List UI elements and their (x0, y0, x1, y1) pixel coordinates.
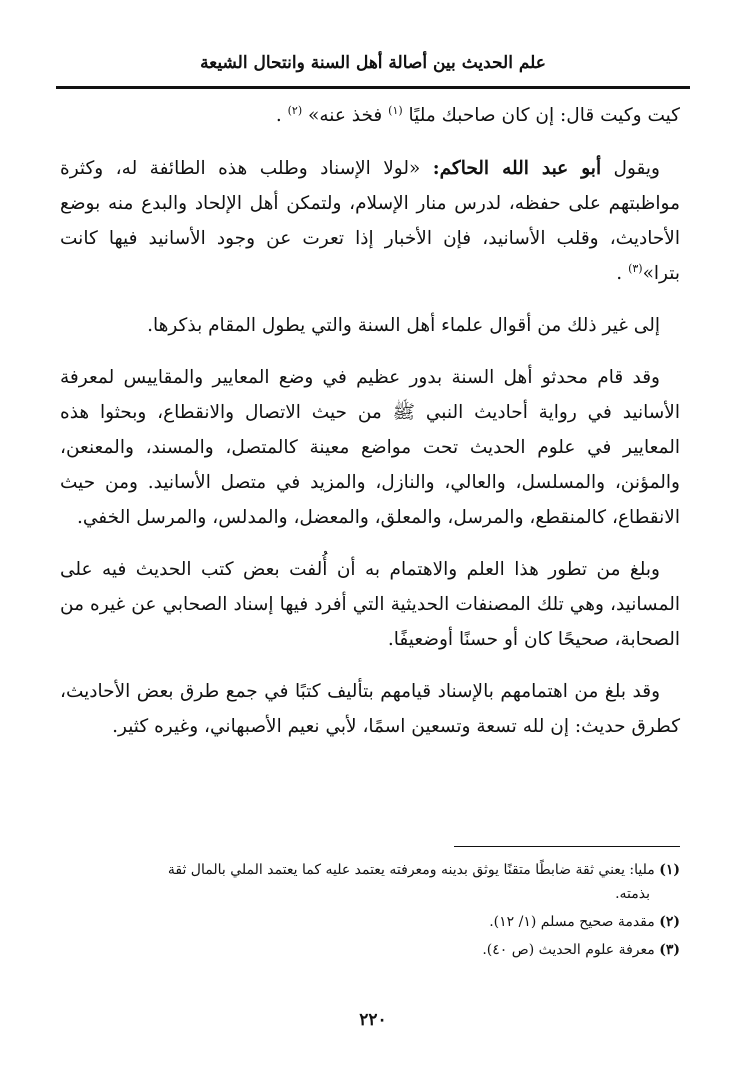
paragraph-5 (60, 552, 680, 657)
footnote-number: (٢) (659, 914, 680, 930)
footnote-text: مقدمة صحيح مسلم (١/ ١٢). (489, 914, 655, 930)
page-number: ٢٢٠ (359, 1010, 387, 1030)
paragraph-6-text: وقد بلغ من اهتمامهم بالإسناد قيامهم بتأليف كتبًا في جمع طرق بعض الأحاديث، كطرق حديث: إن لله تسعة وتسعين اسمًا، لأبي نعيم الأصبهاني، وغيره كثير. (60, 681, 680, 737)
paragraph-3-text: إلى غير ذلك من أقوال علماء أهل السنة والتي يطول المقام بذكرها. (147, 315, 660, 336)
footnote-separator (454, 846, 680, 847)
footnote-text: مليا: يعني ثقة ضابطًا متقنًا يوثق بدينه ومعرفته يعتمد عليه كما يعتمد الملي بالمال ثقة (167, 862, 655, 878)
paragraph-4-text: وقد قام محدثو أهل السنة بدور عظيم في وضع المعايير والمقاييس لمعرفة الأسانيد في رواية أحاديث النبي ﷺ من حيث الاتصال والانقطاع، وبحثوا هذه المعايير في علوم الحديث تحت مواضع معينة كالمتصل، والمسند، والمعنعن، والمؤنن، والمسلسل، والعالي، والنازل، والمزيد في متصل الأسانيد. ومن حيث الانقطاع، كالمنقطع، والمرسل، والمعلق، والمعضل، والمدلس، والمرسل الخفي. (60, 367, 680, 528)
paragraph-6 (60, 674, 680, 744)
running-header: علم الحديث بين أصالة أهل السنة وانتحال الشيعة (200, 53, 546, 73)
footnote-text: معرفة علوم الحديث (ص ٤٠). (482, 942, 655, 958)
footnote-ref-2[interactable]: (٢) (287, 103, 303, 117)
paragraph-5-text: وبلغ من تطور هذا العلم والاهتمام به أن أُلفت بعض كتب الحديث فيه على المسانيد، وهي تلك المصنفات الحديثية التي أفرد فيها إسناد الصحابي عن غيره من الصحابة، صحيحًا كان أو حسنًا أوضعيفًا. (60, 559, 680, 650)
paragraph-2-text: «لولا الإسناد وطلب هذه الطائفة له، وكثرة مواظبتهم على حفظه، لدرس منار الإسلام، ولتمكن أهل الإلحاد والبدع منه بوضع الأحاديث، وقلب الأسانيد، فإن الأخبار إذا تعرت عن وجود الأسانيد فيها كانت بترا» (60, 158, 680, 284)
footnote-3 (60, 938, 680, 962)
footnote-2 (60, 910, 680, 934)
footnote-continuation: بذمته. (615, 886, 650, 902)
footnote-ref-3[interactable]: (٣) (628, 261, 643, 275)
footnote-ref-1[interactable]: (١) (388, 103, 403, 117)
paragraph-1 (60, 98, 680, 133)
paragraph-3 (60, 308, 680, 343)
main-text (60, 98, 680, 761)
header-rule (56, 86, 690, 89)
footnote-1 (60, 858, 680, 906)
footnote-number: (٣) (659, 942, 680, 958)
paragraph-1-text-2: فخذ عنه» (308, 105, 383, 126)
paragraph-2-end: . (616, 263, 623, 284)
paragraph-2 (60, 151, 680, 291)
scholar-name: أبو عبد الله الحاكم: (432, 158, 602, 179)
paragraph-2-lead: ويقول (613, 158, 660, 179)
footnote-number: (١) (659, 862, 680, 878)
paragraph-4 (60, 360, 680, 535)
paragraph-1-text: كيت وكيت قال: إن كان صاحبك مليًا (408, 105, 680, 126)
paragraph-1-end: . (275, 105, 282, 126)
footnotes (60, 858, 680, 966)
